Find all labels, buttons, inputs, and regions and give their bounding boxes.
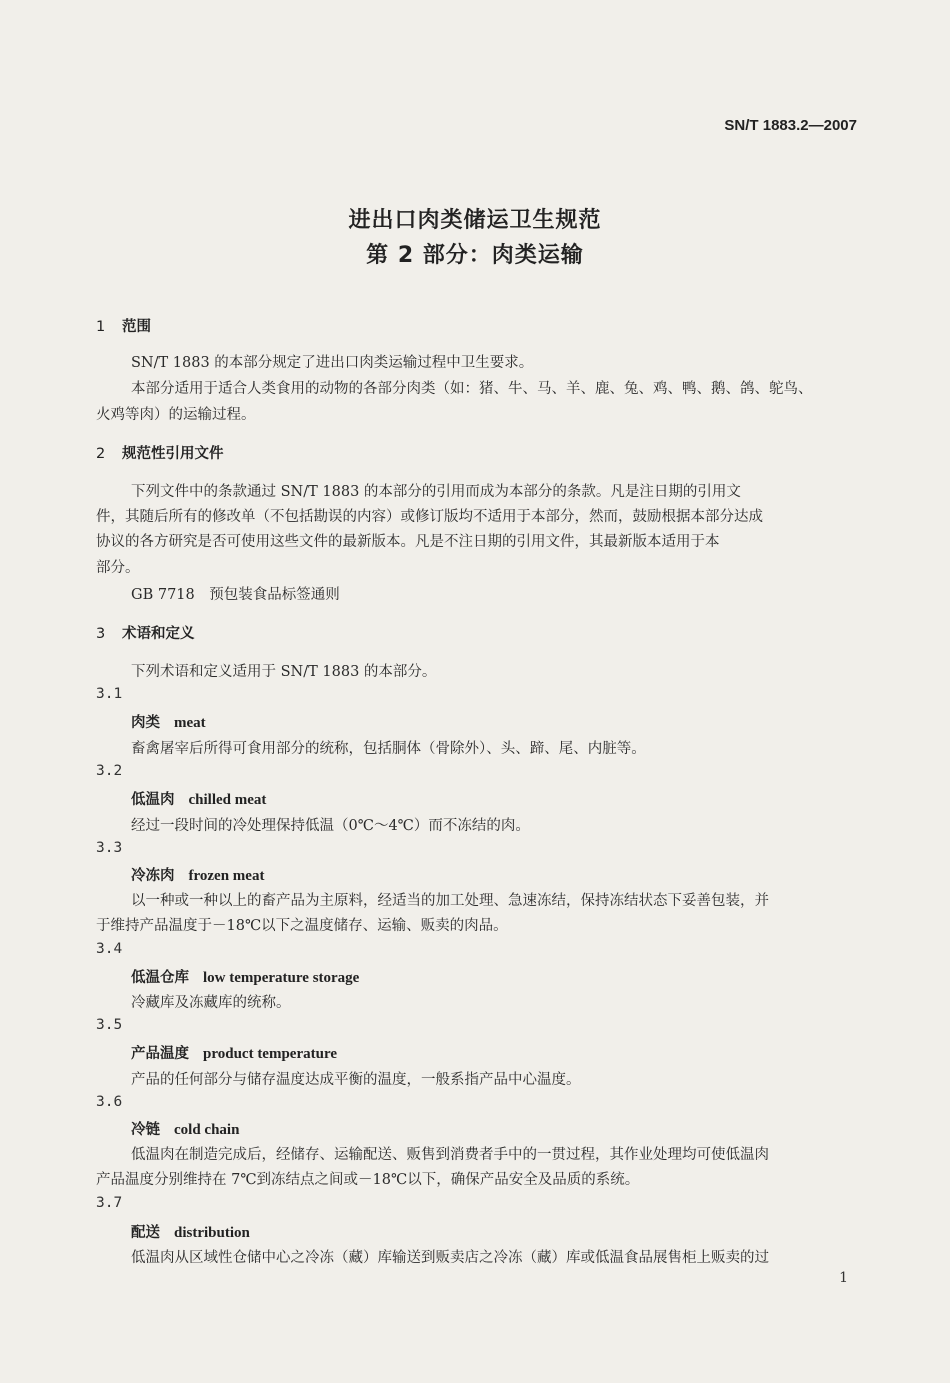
- term-english: distribution: [174, 1225, 250, 1241]
- term-number: 3.2: [96, 763, 123, 779]
- term-number: 3.1: [96, 686, 123, 702]
- term-definition: 经过一段时间的冷处理保持低温（0℃～4℃）而不冻结的肉。: [131, 818, 530, 834]
- paragraph: 部分。: [96, 560, 140, 576]
- term-number: 3.4: [96, 941, 123, 957]
- section-2-heading: [96, 442, 224, 463]
- section-3-heading: [96, 622, 195, 643]
- section-title: 范围: [122, 319, 151, 335]
- term-definition: 畜禽屠宰后所得可食用部分的统称，包括胴体（骨除外）、头、蹄、尾、内脏等。: [131, 741, 646, 757]
- section-title: 规范性引用文件: [122, 446, 224, 462]
- section-number: 1: [96, 319, 106, 335]
- standard-code: SN/T 1883.2—2007: [724, 117, 857, 134]
- document-subtitle: 第 2 部分：肉类运输: [366, 243, 584, 268]
- term-title: [131, 1042, 337, 1063]
- term-english: product temperature: [203, 1046, 338, 1062]
- term-title: [131, 711, 206, 732]
- paragraph: 件，其随后所有的修改单（不包括勘误的内容）或修订版均不适用于本部分，然而，鼓励根据本部分达成: [96, 509, 763, 525]
- term-english: meat: [174, 715, 206, 731]
- paragraph: 本部分适用于适合人类食用的动物的各部分肉类（如：猪、牛、马、羊、鹿、兔、鸡、鸭、鹅、鸽、鸵鸟、: [131, 381, 813, 397]
- paragraph: 下列文件中的条款通过 SN/T 1883 的本部分的引用而成为本部分的条款。凡是注日期的引用文: [131, 484, 741, 500]
- reference-item: GB 7718 预包装食品标签通则: [131, 587, 340, 603]
- term-definition: 低温肉在制造完成后，经储存、运输配送、贩售到消费者手中的一贯过程，其作业处理均可使低温肉: [131, 1147, 769, 1163]
- term-english: chilled meat: [188, 792, 267, 808]
- section-number: 3: [96, 626, 106, 642]
- paragraph: SN/T 1883 的本部分规定了进出口肉类运输过程中卫生要求。: [131, 355, 534, 371]
- term-number: 3.7: [96, 1195, 123, 1211]
- term-definition: 以一种或一种以上的畜产品为主原料，经适当的加工处理、急速冻结，保持冻结状态下妥善包装，并: [131, 893, 769, 909]
- term-title: [131, 1118, 239, 1139]
- term-title: [131, 1221, 250, 1242]
- paragraph: 火鸡等肉）的运输过程。: [96, 407, 256, 423]
- term-definition: 于维持产品温度于－18℃以下之温度储存、运输、贩卖的肉品。: [96, 918, 508, 934]
- term-chinese: 配送: [131, 1225, 160, 1241]
- section-1-heading: [96, 315, 151, 336]
- term-chinese: 低温仓库: [131, 970, 189, 986]
- term-number: 3.3: [96, 840, 123, 856]
- term-chinese: 冷冻肉: [131, 868, 175, 884]
- term-english: frozen meat: [188, 868, 265, 884]
- section-number: 2: [96, 446, 106, 462]
- term-definition: 低温肉从区域性仓储中心之冷冻（藏）库输送到贩卖店之冷冻（藏）库或低温食品展售柜上贩卖的过: [131, 1250, 769, 1266]
- paragraph: 下列术语和定义适用于 SN/T 1883 的本部分。: [131, 664, 437, 680]
- paragraph: 协议的各方研究是否可使用这些文件的最新版本。凡是不注日期的引用文件，其最新版本适用于本: [96, 534, 720, 550]
- term-number: 3.6: [96, 1094, 123, 1110]
- term-chinese: 产品温度: [131, 1046, 189, 1062]
- term-english: low temperature storage: [203, 970, 360, 986]
- term-english: cold chain: [174, 1122, 240, 1138]
- document-title: 进出口肉类储运卫生规范: [348, 208, 602, 233]
- term-definition: 产品温度分别维持在 7℃到冻结点之间或－18℃以下，确保产品安全及品质的系统。: [96, 1172, 640, 1188]
- term-definition: 产品的任何部分与储存温度达成平衡的温度，一般系指产品中心温度。: [131, 1072, 581, 1088]
- page-number: 1: [839, 1270, 848, 1286]
- term-number: 3.5: [96, 1017, 123, 1033]
- term-chinese: 肉类: [131, 715, 160, 731]
- term-definition: 冷藏库及冻藏库的统称。: [131, 995, 291, 1011]
- term-chinese: 冷链: [131, 1122, 160, 1138]
- term-title: [131, 966, 359, 987]
- term-title: [131, 864, 264, 885]
- section-title: 术语和定义: [122, 626, 195, 642]
- term-chinese: 低温肉: [131, 792, 175, 808]
- term-title: [131, 788, 266, 809]
